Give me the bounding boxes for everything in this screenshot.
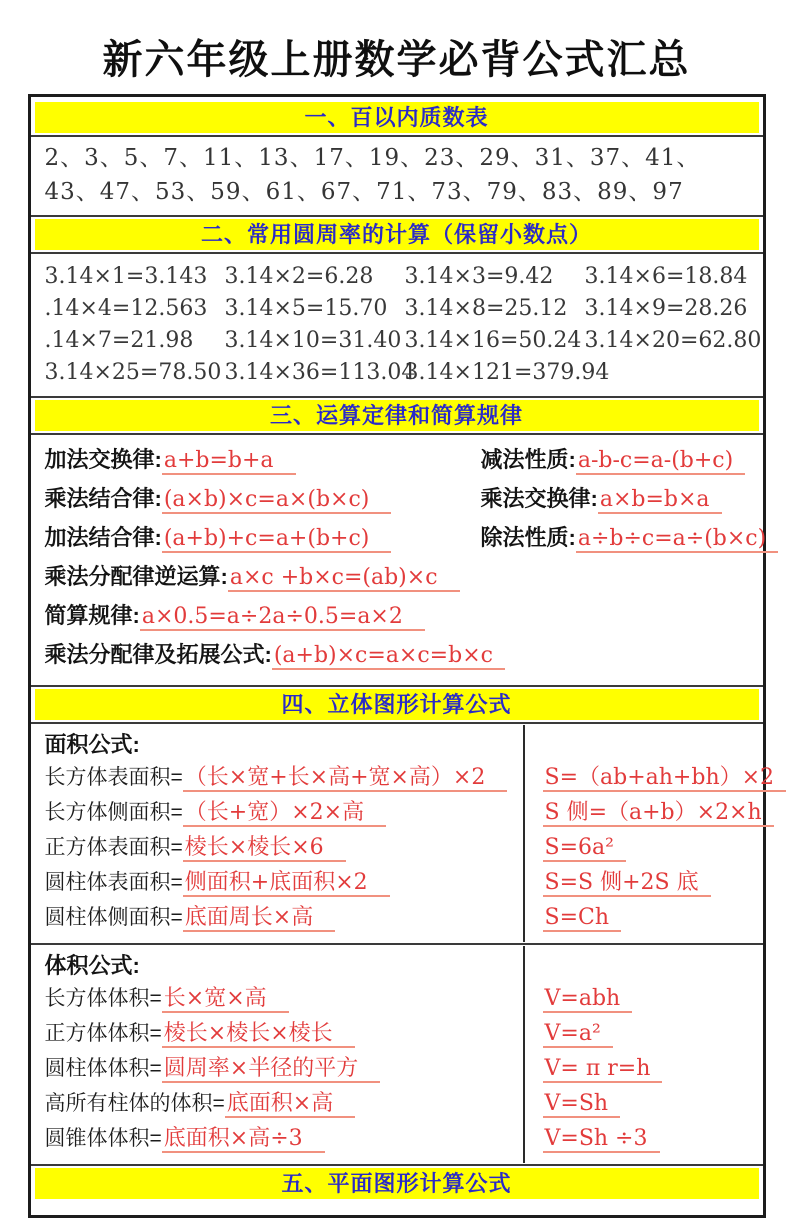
area-label: 正方体表面积= <box>44 836 183 859</box>
page-title: 新六年级上册数学必背公式汇总 <box>102 38 691 82</box>
volume-short-formula: V=a² <box>543 1021 613 1048</box>
divider <box>31 135 763 137</box>
law-label: 减法性质: <box>480 447 576 472</box>
volume-formula: 圆周率×半径的平方 <box>162 1056 380 1083</box>
divider <box>31 433 763 435</box>
area-short-row <box>543 831 787 866</box>
pi-row <box>45 293 751 325</box>
pi-cell: 3.14×25=78.50 <box>44 360 222 385</box>
surface-area-block <box>31 725 775 942</box>
area-short-formula: S=6a² <box>543 835 626 862</box>
law-formula: a÷b÷c=a÷(b×c) <box>576 526 778 553</box>
law-item <box>45 520 481 559</box>
section-4-header: 四、立体图形计算公式 <box>35 689 759 720</box>
volume-row <box>45 982 523 1017</box>
law-label: 乘法结合律: <box>44 486 162 511</box>
law-item <box>45 481 481 520</box>
area-short-formula: S=（ab+ah+bh）×2 <box>543 765 787 792</box>
divider <box>31 396 763 398</box>
volume-row <box>45 1017 523 1052</box>
area-heading: 面积公式: <box>44 732 140 757</box>
law-label: 乘法分配律逆运算: <box>44 564 228 589</box>
law-item <box>45 598 763 637</box>
law-row <box>45 481 763 520</box>
area-short-row <box>543 901 787 936</box>
pi-cell: 3.14×20=62.80 <box>584 328 762 353</box>
law-row <box>45 559 763 598</box>
divider <box>31 1164 763 1166</box>
volume-label: 正方体体积= <box>44 1022 162 1045</box>
area-short-formula: S=S 侧+2S 底 <box>543 870 711 897</box>
area-row <box>45 901 523 936</box>
volume-short-row <box>543 1017 763 1052</box>
volume-label: 圆锥体体积= <box>44 1127 162 1150</box>
divider <box>31 685 763 687</box>
area-short-formula: S 侧=（a+b）×2×h <box>543 800 774 827</box>
pi-cell: 3.14×6=18.84 <box>584 264 748 289</box>
volume-formula: 棱长×棱长×棱长 <box>162 1021 355 1048</box>
law-formula: a-b-c=a-(b+c) <box>576 448 745 475</box>
volume-row <box>45 1122 523 1157</box>
pi-cell: 3.14×2=6.28 <box>224 264 374 289</box>
volume-short-row <box>543 1087 763 1122</box>
pi-cell: 3.14×5=15.70 <box>224 296 388 321</box>
divider <box>31 215 763 217</box>
pi-cell: 3.14×3=9.42 <box>404 264 554 289</box>
area-formula: 棱长×棱长×6 <box>183 835 346 862</box>
volume-formula: 长×宽×高 <box>162 986 289 1013</box>
area-row <box>45 866 523 901</box>
volume-short-formula: V=Sh <box>543 1091 621 1118</box>
volume-label: 高所有柱体的体积= <box>44 1092 225 1115</box>
volume-short-row <box>543 1122 763 1157</box>
pi-cell: .14×4=12.563 <box>44 296 208 321</box>
law-item <box>45 559 763 598</box>
volume-block <box>31 946 763 1163</box>
spacer <box>543 950 763 982</box>
divider <box>31 722 763 724</box>
pi-calculation-table <box>31 255 763 395</box>
law-label: 加法交换律: <box>44 447 162 472</box>
formula-sheet <box>28 94 775 1218</box>
area-short-formula: S=Ch <box>543 905 622 932</box>
law-row <box>45 637 763 676</box>
prime-number-list: 2、3、5、7、11、13、17、19、23、29、31、37、41、43、47、53、59、61、67、71、73、79、83、89、97 <box>44 145 701 205</box>
volume-short-formula: V= π r=h <box>543 1056 663 1083</box>
pi-cell: 3.14×1=3.143 <box>44 264 208 289</box>
volume-left-column <box>31 946 523 1163</box>
spacer <box>543 729 787 761</box>
volume-heading: 体积公式: <box>44 953 140 978</box>
volume-short-row <box>543 982 763 1017</box>
pi-row <box>44 325 762 357</box>
area-formula: （长×宽+长×高+宽×高）×2 <box>183 765 508 792</box>
law-formula: a×0.5=a÷2a÷0.5=a×2 <box>140 604 425 631</box>
pi-cell: 3.14×16=50.24 <box>404 328 582 353</box>
area-row <box>45 761 523 796</box>
area-short-row <box>543 796 787 831</box>
law-formula: (a×b)×c=a×(b×c) <box>162 487 392 514</box>
divider <box>31 252 763 254</box>
section-1-header: 一、百以内质数表 <box>35 102 759 133</box>
law-formula: a×c +b×c=(ab)×c <box>228 565 460 592</box>
surface-area-left-column <box>31 725 523 942</box>
pi-cell: 3.14×8=25.12 <box>404 296 568 321</box>
volume-row <box>45 1087 523 1122</box>
law-row <box>45 442 763 481</box>
volume-row <box>45 1052 523 1087</box>
pi-cell: 3.14×10=31.40 <box>224 328 402 353</box>
volume-formula: 底面积×高÷3 <box>162 1126 325 1153</box>
area-row <box>45 831 523 866</box>
law-item <box>481 520 779 559</box>
volume-right-column <box>523 946 763 1163</box>
law-item <box>481 481 763 520</box>
law-row <box>45 598 763 637</box>
law-formula: (a+b)×c=a×c=b×c <box>272 643 505 670</box>
pi-cell: 3.14×9=28.26 <box>584 296 748 321</box>
law-label: 加法结合律: <box>44 525 162 550</box>
volume-label: 长方体体积= <box>44 987 162 1010</box>
volume-short-formula: V=abh <box>543 986 633 1013</box>
area-formula: 侧面积+底面积×2 <box>183 870 390 897</box>
pi-cell: 3.14×36=113.04 <box>224 360 416 385</box>
area-row <box>45 796 523 831</box>
surface-area-right-column <box>523 725 787 942</box>
bottom-gap <box>31 1201 763 1207</box>
law-label: 乘法交换律: <box>480 486 598 511</box>
pi-cell: 3.14×121=379.94 <box>404 360 610 385</box>
law-label: 除法性质: <box>480 525 576 550</box>
pi-cell <box>585 357 751 389</box>
pi-row <box>45 261 751 293</box>
pi-cell: .14×7=21.98 <box>44 328 194 353</box>
law-item <box>45 442 481 481</box>
law-formula: a×b=b×a <box>598 487 722 514</box>
volume-short-formula: V=Sh ÷3 <box>543 1126 660 1153</box>
area-short-row <box>543 761 787 796</box>
law-formula: (a+b)+c=a+(b+c) <box>162 526 392 553</box>
operation-laws-block <box>31 436 767 684</box>
volume-label: 圆柱体体积= <box>44 1057 162 1080</box>
law-label: 简算规律: <box>44 603 140 628</box>
area-formula: 底面周长×高 <box>183 905 335 932</box>
section-3-header: 三、运算定律和简算规律 <box>35 400 759 431</box>
section-2-header: 二、常用圆周率的计算（保留小数点） <box>35 219 759 250</box>
area-label: 长方体表面积= <box>44 766 183 789</box>
law-label: 乘法分配律及拓展公式: <box>44 642 272 667</box>
section-5-header: 五、平面图形计算公式 <box>35 1168 759 1199</box>
area-label: 长方体侧面积= <box>44 801 183 824</box>
volume-short-row <box>543 1052 763 1087</box>
area-label: 圆柱体表面积= <box>44 871 183 894</box>
area-label: 圆柱体侧面积= <box>44 906 183 929</box>
volume-formula: 底面积×高 <box>225 1091 355 1118</box>
law-row <box>44 520 767 559</box>
law-item <box>45 637 763 676</box>
law-formula: a+b=b+a <box>162 448 296 475</box>
law-item <box>481 442 763 481</box>
pi-row <box>45 357 751 389</box>
area-formula: （长+宽）×2×高 <box>183 800 386 827</box>
divider <box>31 943 763 945</box>
area-short-row <box>543 866 787 901</box>
